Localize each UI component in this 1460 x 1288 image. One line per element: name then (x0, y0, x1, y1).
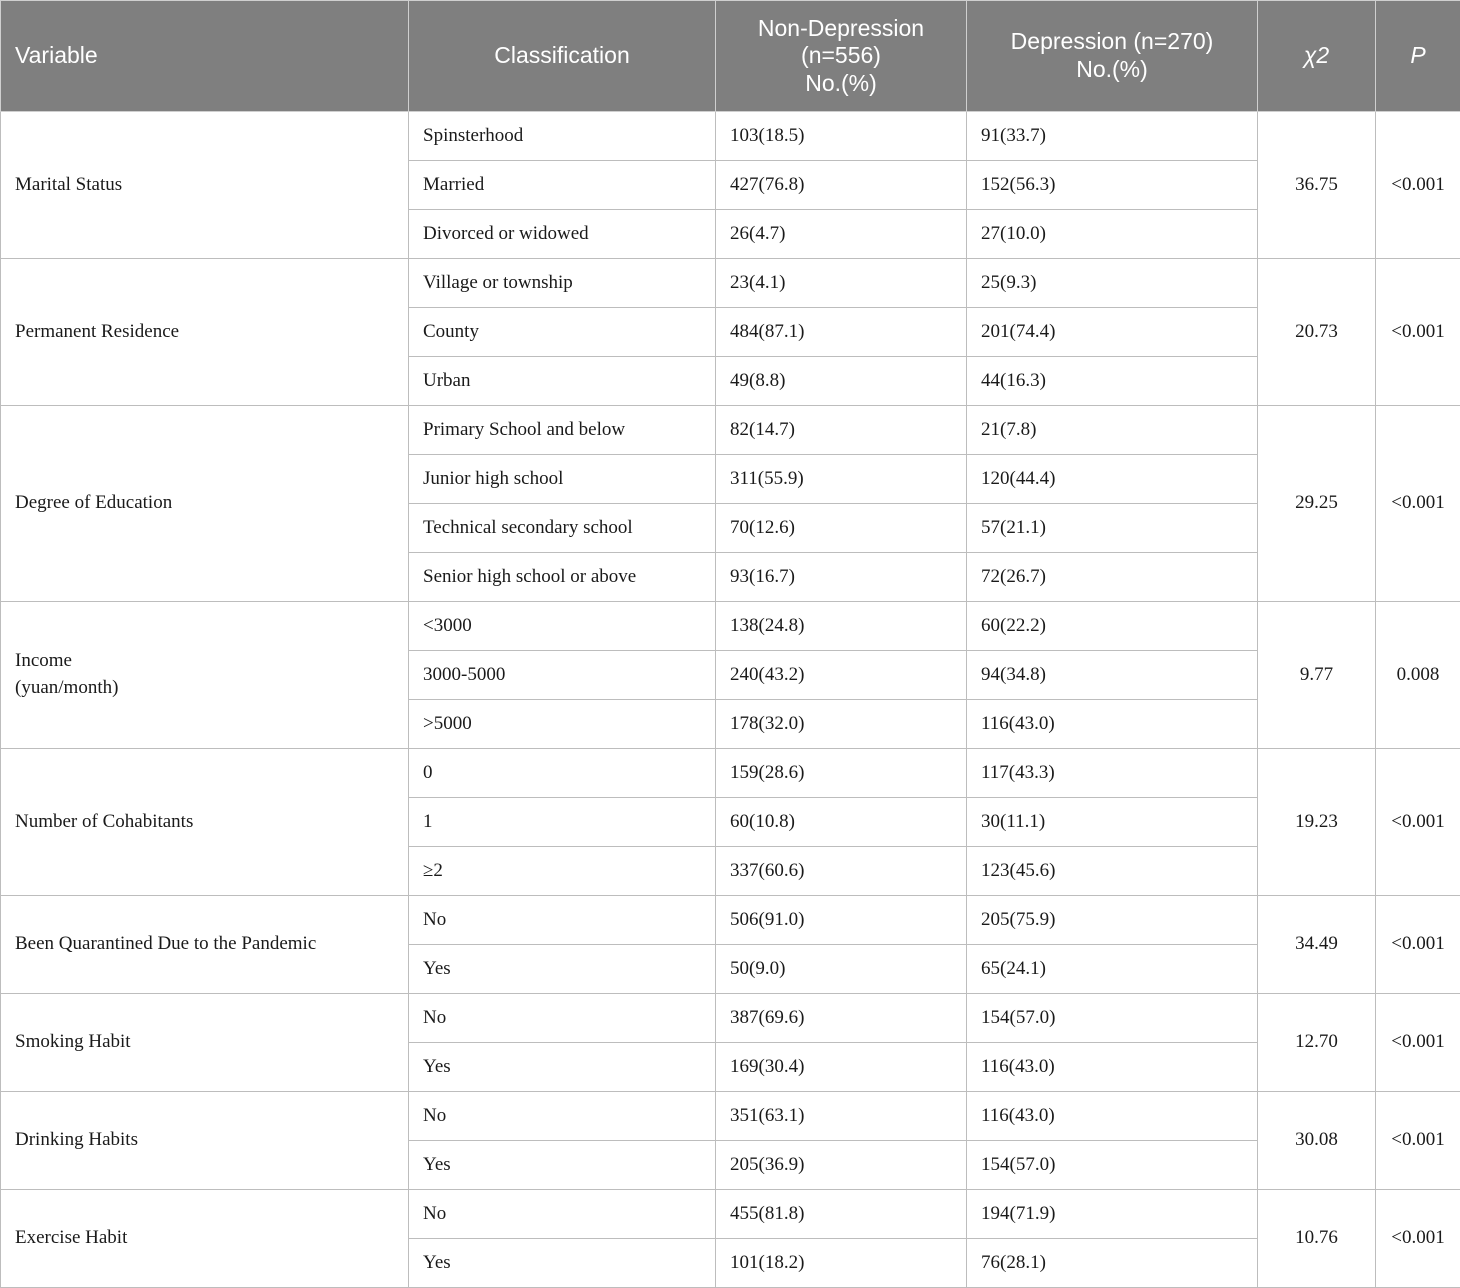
non-depression-cell: 506(91.0) (716, 896, 967, 945)
variable-cell: Drinking Habits (1, 1092, 409, 1190)
variable-cell: Permanent Residence (1, 259, 409, 406)
depression-cell: 201(74.4) (967, 308, 1258, 357)
depression-cell: 152(56.3) (967, 161, 1258, 210)
depression-cell: 91(33.7) (967, 112, 1258, 161)
classification-cell: ≥2 (409, 847, 716, 896)
table-row (1, 259, 1460, 308)
depression-cell: 60(22.2) (967, 602, 1258, 651)
non-depression-cell: 337(60.6) (716, 847, 967, 896)
chi-square-cell: 10.76 (1258, 1190, 1376, 1288)
header-chi-square: χ2 (1258, 1, 1376, 112)
depression-cell: 30(11.1) (967, 798, 1258, 847)
depression-cell: 76(28.1) (967, 1239, 1258, 1288)
non-depression-cell: 240(43.2) (716, 651, 967, 700)
p-value-cell: <0.001 (1376, 994, 1460, 1092)
classification-cell: Yes (409, 1141, 716, 1190)
classification-cell: Yes (409, 945, 716, 994)
non-depression-cell: 93(16.7) (716, 553, 967, 602)
classification-cell: Married (409, 161, 716, 210)
non-depression-cell: 49(8.8) (716, 357, 967, 406)
classification-cell: Senior high school or above (409, 553, 716, 602)
classification-cell: >5000 (409, 700, 716, 749)
header-variable: Variable (1, 1, 409, 112)
non-depression-cell: 205(36.9) (716, 1141, 967, 1190)
variable-cell: Smoking Habit (1, 994, 409, 1092)
classification-cell: 3000-5000 (409, 651, 716, 700)
chi-square-cell: 30.08 (1258, 1092, 1376, 1190)
table-row (1, 896, 1460, 945)
depression-cell: 154(57.0) (967, 1141, 1258, 1190)
non-depression-cell: 455(81.8) (716, 1190, 967, 1239)
depression-cell: 116(43.0) (967, 1043, 1258, 1092)
non-depression-cell: 70(12.6) (716, 504, 967, 553)
non-depression-cell: 169(30.4) (716, 1043, 967, 1092)
non-depression-cell: 311(55.9) (716, 455, 967, 504)
non-depression-cell: 101(18.2) (716, 1239, 967, 1288)
p-value-cell: 0.008 (1376, 602, 1460, 749)
depression-cell: 72(26.7) (967, 553, 1258, 602)
chi-square-cell: 20.73 (1258, 259, 1376, 406)
header-depression: Depression (n=270) No.(%) (967, 1, 1258, 112)
non-depression-cell: 484(87.1) (716, 308, 967, 357)
chi-square-cell: 19.23 (1258, 749, 1376, 896)
p-value-cell: <0.001 (1376, 112, 1460, 259)
p-value-cell: <0.001 (1376, 259, 1460, 406)
non-depression-cell: 351(63.1) (716, 1092, 967, 1141)
depression-cell: 21(7.8) (967, 406, 1258, 455)
classification-cell: Technical secondary school (409, 504, 716, 553)
non-depression-cell: 60(10.8) (716, 798, 967, 847)
table-row (1, 406, 1460, 455)
non-depression-cell: 387(69.6) (716, 994, 967, 1043)
table-row (1, 749, 1460, 798)
variable-cell: Income (yuan/month) (1, 602, 409, 749)
depression-cell: 116(43.0) (967, 700, 1258, 749)
classification-cell: No (409, 994, 716, 1043)
depression-cell: 27(10.0) (967, 210, 1258, 259)
table-body (1, 112, 1460, 1288)
classification-cell: Yes (409, 1043, 716, 1092)
non-depression-cell: 23(4.1) (716, 259, 967, 308)
classification-cell: Primary School and below (409, 406, 716, 455)
non-depression-cell: 50(9.0) (716, 945, 967, 994)
header-classification: Classification (409, 1, 716, 112)
p-value-cell: <0.001 (1376, 896, 1460, 994)
classification-cell: 0 (409, 749, 716, 798)
header-p-value: P (1376, 1, 1460, 112)
non-depression-cell: 82(14.7) (716, 406, 967, 455)
depression-cell: 57(21.1) (967, 504, 1258, 553)
table-row (1, 1092, 1460, 1141)
table-row (1, 112, 1460, 161)
non-depression-cell: 103(18.5) (716, 112, 967, 161)
chi-square-cell: 9.77 (1258, 602, 1376, 749)
depression-cell: 194(71.9) (967, 1190, 1258, 1239)
classification-cell: No (409, 896, 716, 945)
variable-cell: Number of Cohabitants (1, 749, 409, 896)
non-depression-cell: 427(76.8) (716, 161, 967, 210)
non-depression-cell: 178(32.0) (716, 700, 967, 749)
classification-cell: Village or township (409, 259, 716, 308)
variable-cell: Degree of Education (1, 406, 409, 602)
p-value-cell: <0.001 (1376, 406, 1460, 602)
classification-cell: <3000 (409, 602, 716, 651)
chi-square-cell: 12.70 (1258, 994, 1376, 1092)
classification-cell: Urban (409, 357, 716, 406)
chi-square-cell: 34.49 (1258, 896, 1376, 994)
table-row (1, 602, 1460, 651)
depression-cell: 65(24.1) (967, 945, 1258, 994)
non-depression-cell: 138(24.8) (716, 602, 967, 651)
depression-cell: 44(16.3) (967, 357, 1258, 406)
table-row (1, 1190, 1460, 1239)
depression-cell: 205(75.9) (967, 896, 1258, 945)
chi-square-cell: 36.75 (1258, 112, 1376, 259)
depression-cell: 123(45.6) (967, 847, 1258, 896)
depression-cell: 94(34.8) (967, 651, 1258, 700)
non-depression-cell: 26(4.7) (716, 210, 967, 259)
header-non-depression: Non-Depression (n=556) No.(%) (716, 1, 967, 112)
p-value-cell: <0.001 (1376, 749, 1460, 896)
table-row (1, 994, 1460, 1043)
depression-cell: 117(43.3) (967, 749, 1258, 798)
variable-cell: Exercise Habit (1, 1190, 409, 1288)
variable-cell: Been Quarantined Due to the Pandemic (1, 896, 409, 994)
classification-cell: Yes (409, 1239, 716, 1288)
classification-cell: County (409, 308, 716, 357)
p-value-cell: <0.001 (1376, 1190, 1460, 1288)
table-header (1, 1, 1460, 112)
non-depression-cell: 159(28.6) (716, 749, 967, 798)
variable-cell: Marital Status (1, 112, 409, 259)
classification-cell: Junior high school (409, 455, 716, 504)
classification-cell: No (409, 1092, 716, 1141)
depression-cell: 154(57.0) (967, 994, 1258, 1043)
p-value-cell: <0.001 (1376, 1092, 1460, 1190)
classification-cell: Divorced or widowed (409, 210, 716, 259)
classification-cell: No (409, 1190, 716, 1239)
depression-cell: 120(44.4) (967, 455, 1258, 504)
chi-square-cell: 29.25 (1258, 406, 1376, 602)
classification-cell: 1 (409, 798, 716, 847)
header-row (1, 1, 1460, 112)
depression-cell: 116(43.0) (967, 1092, 1258, 1141)
depression-cell: 25(9.3) (967, 259, 1258, 308)
classification-cell: Spinsterhood (409, 112, 716, 161)
